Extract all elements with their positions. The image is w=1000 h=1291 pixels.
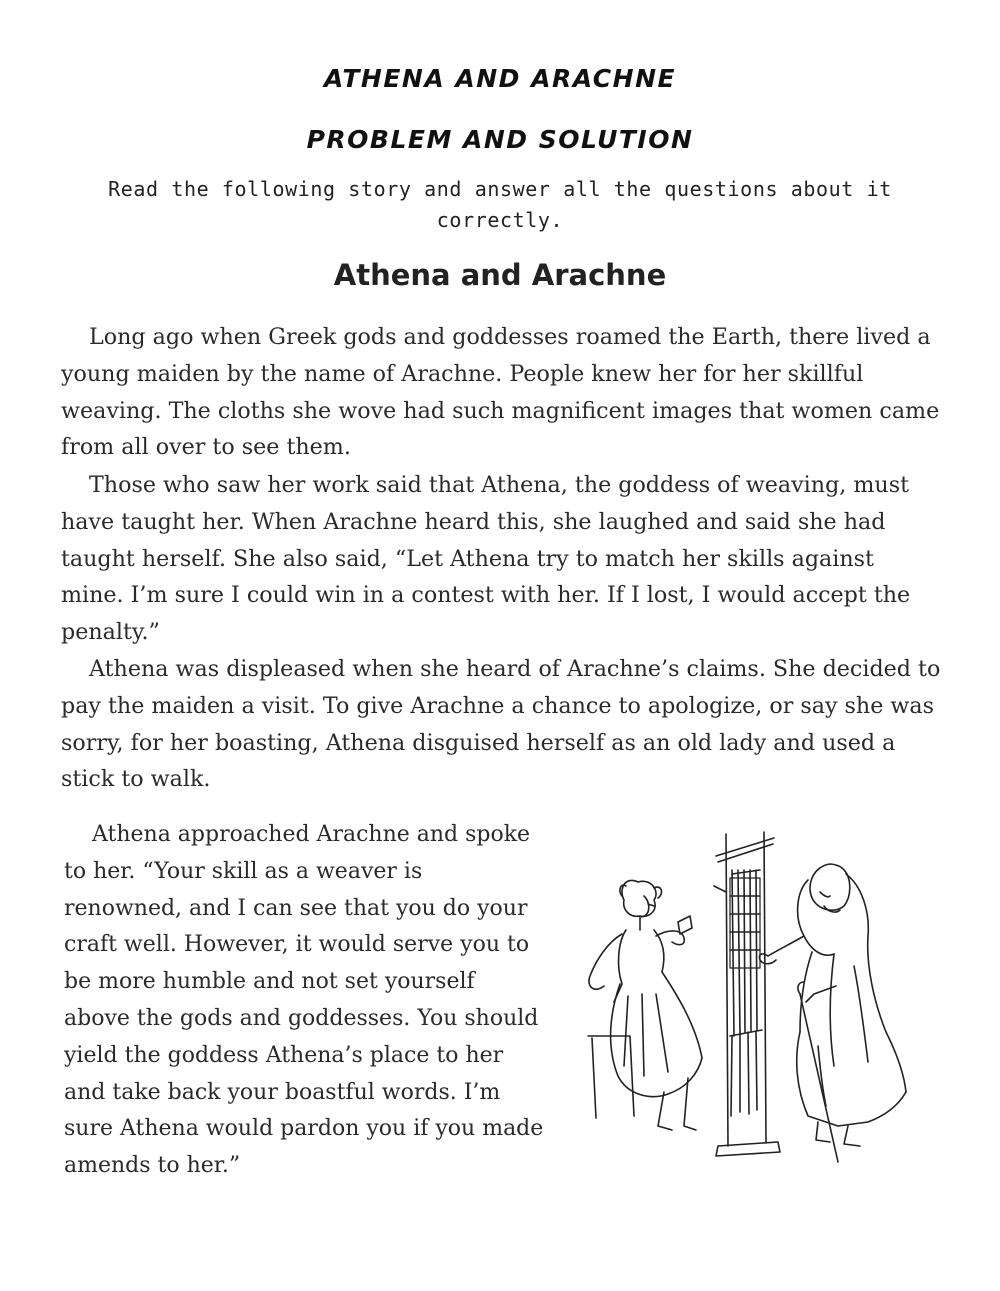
old-woman-figure-drawing [759, 864, 906, 1162]
loom-scene-illustration [568, 826, 936, 1170]
story-paragraph-2: Those who saw her work said that Athena, the goddess of weaving, must have taught her. When Arachne heard this, she laughed and said she had taught herself. She also said, “Let Athena try to match her skills against mine. I’m sure I could win in a contest with her. If I lost, I would accept the penalty.” [61, 472, 911, 646]
instructions-text: Read the following story and answer all the questions about it correctly. [108, 177, 892, 232]
story-paragraph-3: Athena was displeased when she heard of Arachne’s claims. She decided to pay the maiden a visit. To give Arachne a chance to apologize, or say she was sorry, for her boasting, Athena disguised herself as an old lady and used a stick to walk. [61, 656, 941, 793]
story-heading: Athena and Arachne [333, 258, 667, 292]
story-paragraph-4: Athena approached Arachne and spoke to her. “Your skill as a weaver is renowned, and I can see that you do your craft well. However, it would serve you to be more humble and not set yourself above the gods and goddesses. You should yield the goddess Athena’s place to her and take back your boastful words. I’m sure Athena would pardon you if you made amends to her.” [64, 822, 544, 1179]
worksheet-title: ATHENA AND ARACHNE [323, 64, 677, 93]
worksheet-subtitle: PROBLEM AND SOLUTION [306, 125, 694, 154]
arachne-figure-drawing [588, 880, 702, 1130]
story-paragraph-1: Long ago when Greek gods and goddesses roamed the Earth, there lived a young maiden by the name of Arachne. People knew her for her skillful weaving. The cloths she wove had such magnificent images that women came from all over to see them. [61, 324, 940, 461]
loom-drawing [714, 832, 780, 1156]
